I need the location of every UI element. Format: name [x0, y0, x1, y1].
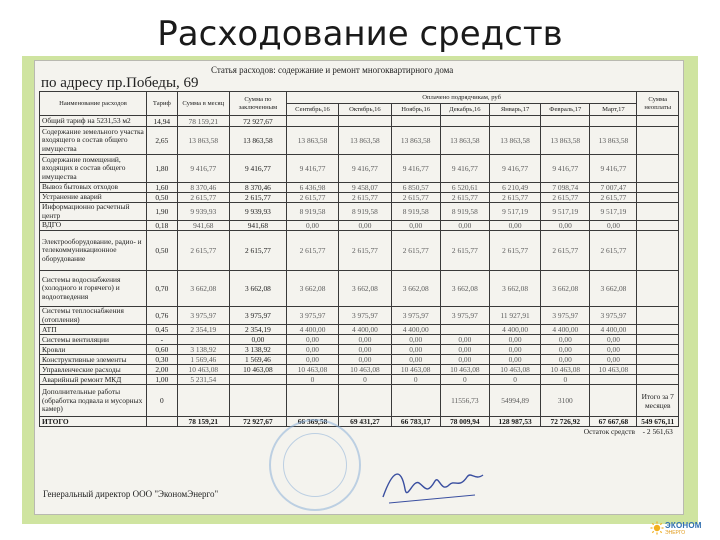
row-tariff-cell: 1,00 — [147, 375, 178, 385]
row-paid-cell: 2 615,77 — [339, 193, 391, 203]
row-name-cell: ВДГО — [40, 221, 147, 231]
table-row — [40, 271, 679, 307]
row-paid-cell: 10 463,08 — [541, 365, 590, 375]
header-month: Ноябрь,16 — [391, 104, 440, 116]
row-month-sum-cell: 5 231,54 — [177, 375, 229, 385]
row-paid-cell: 3 975,97 — [286, 307, 338, 325]
company-stamp — [269, 419, 361, 511]
total-label: ИТОГО — [40, 417, 147, 427]
row-paid-cell: 9 517,19 — [590, 203, 637, 221]
row-paid-cell: 8 919,58 — [440, 203, 489, 221]
row-paid-cell: 2 615,77 — [286, 231, 338, 271]
row-paid-cell — [541, 116, 590, 127]
row-tariff-cell: 2,65 — [147, 127, 178, 155]
row-paid-cell: 3 975,97 — [541, 307, 590, 325]
row-name-cell: Системы водоснабжения (холодного и горячего) и водоотведения — [40, 271, 147, 307]
table-row — [40, 155, 679, 183]
row-paid-cell: 3100 — [541, 385, 590, 417]
row-paid-cell — [391, 116, 440, 127]
row-unpaid-cell — [637, 183, 679, 193]
row-paid-cell: 9 416,77 — [440, 155, 489, 183]
row-contract-cell: 3 975,97 — [230, 307, 287, 325]
row-month-sum-cell — [177, 385, 229, 417]
row-paid-cell: 4 400,00 — [286, 325, 338, 335]
row-paid-cell: 10 463,08 — [339, 365, 391, 375]
row-name-cell: Дополнительные работы (обработка подвала и мусорных камер) — [40, 385, 147, 417]
total-tariff-cell — [147, 417, 178, 427]
total-paid-cell: 78 009,94 — [440, 417, 489, 427]
row-paid-cell: 10 463,08 — [489, 365, 540, 375]
row-month-sum-cell: 3 662,08 — [177, 271, 229, 307]
row-paid-cell: 0 — [541, 375, 590, 385]
row-paid-cell: 4 400,00 — [489, 325, 540, 335]
table-row — [40, 116, 679, 127]
row-month-sum-cell: 3 138,92 — [177, 345, 229, 355]
row-paid-cell: 0,00 — [286, 345, 338, 355]
row-paid-cell — [440, 116, 489, 127]
total-paid-cell: 72 726,92 — [541, 417, 590, 427]
row-paid-cell: 0,00 — [590, 345, 637, 355]
table-row — [40, 355, 679, 365]
row-paid-cell: 0,00 — [489, 221, 540, 231]
row-contract-cell: 9 416,77 — [230, 155, 287, 183]
row-contract-cell: 2 615,77 — [230, 231, 287, 271]
row-paid-cell: 3 975,97 — [339, 307, 391, 325]
row-tariff-cell: 0,50 — [147, 193, 178, 203]
row-paid-cell: 6 850,57 — [391, 183, 440, 193]
row-contract-cell: 72 927,67 — [230, 116, 287, 127]
row-paid-cell: 0,00 — [440, 345, 489, 355]
row-tariff-cell: 0,45 — [147, 325, 178, 335]
total-contract-sum: 72 927,67 — [230, 417, 287, 427]
row-paid-cell: 0,00 — [590, 335, 637, 345]
row-tariff-cell: 1,60 — [147, 183, 178, 193]
row-paid-cell: 2 615,77 — [489, 193, 540, 203]
row-paid-cell: 2 615,77 — [440, 193, 489, 203]
row-unpaid-cell — [637, 375, 679, 385]
row-unpaid-cell — [637, 231, 679, 271]
row-name-cell: Аварийный ремонт МКД — [40, 375, 147, 385]
company-logo: ЭКОНОМ ЭНЕРГО — [650, 520, 716, 538]
row-paid-cell: 13 863,58 — [541, 127, 590, 155]
table-row — [40, 183, 679, 193]
row-paid-cell: 10 463,08 — [286, 365, 338, 375]
row-paid-cell: 3 662,08 — [489, 271, 540, 307]
row-paid-cell: 9 416,77 — [590, 155, 637, 183]
row-paid-cell: 3 975,97 — [590, 307, 637, 325]
row-paid-cell: 2 615,77 — [391, 193, 440, 203]
row-paid-cell: 54994,89 — [489, 385, 540, 417]
header-sum-contracted: Сумма по заключенным — [230, 92, 287, 116]
row-paid-cell: 0,00 — [286, 221, 338, 231]
table-row — [40, 203, 679, 221]
row-contract-cell: 13 863,58 — [230, 127, 287, 155]
row-contract-cell: 2 615,77 — [230, 193, 287, 203]
header-month: Сентябрь,16 — [286, 104, 338, 116]
row-unpaid-cell — [637, 345, 679, 355]
row-paid-cell: 0 — [391, 375, 440, 385]
remainder-value: - 2 561,63 — [642, 427, 673, 437]
row-paid-cell: 13 863,58 — [440, 127, 489, 155]
total-paid-cell: 66 783,17 — [391, 417, 440, 427]
row-contract-cell: 0,00 — [230, 335, 287, 345]
row-month-sum-cell — [177, 335, 229, 345]
row-unpaid-cell — [637, 335, 679, 345]
director-signature — [379, 459, 489, 509]
header-month: Декабрь,16 — [440, 104, 489, 116]
table-row — [40, 307, 679, 325]
row-contract-cell: 1 569,46 — [230, 355, 287, 365]
row-tariff-cell: 0,18 — [147, 221, 178, 231]
row-unpaid-cell — [637, 193, 679, 203]
row-paid-cell: 0,00 — [541, 221, 590, 231]
scanned-document — [34, 60, 684, 515]
row-month-sum-cell: 3 975,97 — [177, 307, 229, 325]
row-paid-cell: 0 — [286, 375, 338, 385]
row-paid-cell: 13 863,58 — [339, 127, 391, 155]
header-unpaid: Сумма неоплаты — [637, 92, 679, 116]
table-row — [40, 325, 679, 335]
table-row — [40, 335, 679, 345]
row-paid-cell — [590, 375, 637, 385]
document-subtitle: Статья расходов: содержание и ремонт многоквартирного дома — [211, 65, 454, 75]
row-paid-cell: 13 863,58 — [489, 127, 540, 155]
row-paid-cell: 9 416,77 — [489, 155, 540, 183]
table-row — [40, 193, 679, 203]
row-paid-cell — [339, 116, 391, 127]
row-paid-cell: 4 400,00 — [339, 325, 391, 335]
expense-table — [39, 91, 679, 436]
total-unpaid-sum: 549 676,11 — [637, 417, 679, 427]
slide-title: Расходование средств — [157, 14, 563, 54]
row-paid-cell: 11556,73 — [440, 385, 489, 417]
row-paid-cell: 2 615,77 — [391, 231, 440, 271]
row-paid-cell: 8 919,58 — [339, 203, 391, 221]
row-contract-cell: 9 939,93 — [230, 203, 287, 221]
row-paid-cell: 3 662,08 — [339, 271, 391, 307]
row-paid-cell: 3 662,08 — [391, 271, 440, 307]
row-paid-cell: 9 416,77 — [541, 155, 590, 183]
row-paid-cell: 0,00 — [590, 221, 637, 231]
row-contract-cell: 941,68 — [230, 221, 287, 231]
row-paid-cell: 0,00 — [339, 345, 391, 355]
row-paid-cell: 3 975,97 — [391, 307, 440, 325]
table-row — [40, 127, 679, 155]
row-paid-cell — [489, 116, 540, 127]
row-paid-cell: 10 463,08 — [440, 365, 489, 375]
table-row — [40, 231, 679, 271]
row-tariff-cell: 0,76 — [147, 307, 178, 325]
row-paid-cell: 9 517,19 — [541, 203, 590, 221]
director-line: Генеральный директор ООО "ЭкономЭнерго" — [43, 489, 219, 499]
row-paid-cell: 9 416,77 — [339, 155, 391, 183]
row-name-cell: Системы вентиляции — [40, 335, 147, 345]
row-unpaid-cell — [637, 355, 679, 365]
row-paid-cell — [590, 116, 637, 127]
row-tariff-cell: 2,00 — [147, 365, 178, 375]
row-unpaid-cell — [637, 203, 679, 221]
row-paid-cell: 3 975,97 — [440, 307, 489, 325]
row-paid-cell: 0 — [489, 375, 540, 385]
row-paid-cell — [590, 385, 637, 417]
row-name-cell: Электрооборудование, радио- и телекоммуникационное оборудование — [40, 231, 147, 271]
row-paid-cell: 0,00 — [489, 335, 540, 345]
row-paid-cell: 0,00 — [541, 345, 590, 355]
remainder-label: Остаток средств — [583, 427, 635, 437]
row-paid-cell: 6 210,49 — [489, 183, 540, 193]
row-month-sum-cell: 9 939,93 — [177, 203, 229, 221]
row-name-cell: Содержание земельного участка входящего в состав общего имущества — [40, 127, 147, 155]
row-month-sum-cell: 78 159,21 — [177, 116, 229, 127]
row-paid-cell: 2 615,77 — [339, 231, 391, 271]
row-paid-cell — [286, 116, 338, 127]
row-paid-cell: 0,00 — [440, 221, 489, 231]
row-paid-cell — [339, 385, 391, 417]
row-unpaid-cell — [637, 307, 679, 325]
row-month-sum-cell: 9 416,77 — [177, 155, 229, 183]
row-month-sum-cell: 2 615,77 — [177, 193, 229, 203]
header-month: Январь,17 — [489, 104, 540, 116]
row-paid-cell: 3 662,08 — [541, 271, 590, 307]
row-tariff-cell: 0,30 — [147, 355, 178, 365]
row-paid-cell: 2 615,77 — [541, 193, 590, 203]
row-contract-cell: 8 370,46 — [230, 183, 287, 193]
row-paid-cell: 13 863,58 — [391, 127, 440, 155]
row-name-cell: Общий тариф на 5231,53 м2 — [40, 116, 147, 127]
row-paid-cell: 2 615,77 — [440, 231, 489, 271]
row-paid-cell: 0,00 — [541, 335, 590, 345]
row-paid-cell: 4 400,00 — [590, 325, 637, 335]
total-row — [40, 417, 679, 427]
row-paid-cell: 2 615,77 — [541, 231, 590, 271]
row-paid-cell: 3 662,08 — [440, 271, 489, 307]
header-paid: Оплачено подрядчикам, руб — [286, 92, 637, 104]
row-tariff-cell: 14,94 — [147, 116, 178, 127]
row-paid-cell: 2 615,77 — [489, 231, 540, 271]
row-paid-cell: 2 615,77 — [590, 231, 637, 271]
row-unpaid-cell — [637, 116, 679, 127]
header-month: Октябрь,16 — [339, 104, 391, 116]
row-contract-cell — [230, 375, 287, 385]
row-contract-cell: 10 463,08 — [230, 365, 287, 375]
row-contract-cell — [230, 385, 287, 417]
row-paid-cell: 13 863,58 — [286, 127, 338, 155]
row-month-sum-cell: 1 569,46 — [177, 355, 229, 365]
row-paid-cell: 10 463,08 — [590, 365, 637, 375]
row-unpaid-cell — [637, 155, 679, 183]
row-paid-cell: 0,00 — [391, 221, 440, 231]
header-tariff: Тариф — [147, 92, 178, 116]
row-tariff-cell: 1,80 — [147, 155, 178, 183]
row-name-cell: Управленческие расходы — [40, 365, 147, 375]
row-name-cell: Информационно расчетный центр — [40, 203, 147, 221]
row-paid-cell: 9 458,07 — [339, 183, 391, 193]
row-paid-cell: 0,00 — [339, 335, 391, 345]
row-paid-cell: 3 662,08 — [590, 271, 637, 307]
row-paid-cell: 6 436,98 — [286, 183, 338, 193]
row-paid-cell: 9 416,77 — [286, 155, 338, 183]
row-paid-cell: 4 400,00 — [391, 325, 440, 335]
row-paid-cell: 4 400,00 — [541, 325, 590, 335]
row-paid-cell: 0,00 — [286, 355, 338, 365]
row-paid-cell — [286, 385, 338, 417]
total-paid-cell: 66 369,58 — [286, 417, 338, 427]
table-row — [40, 221, 679, 231]
row-paid-cell: 0,00 — [440, 335, 489, 345]
row-paid-cell: 0,00 — [541, 355, 590, 365]
row-month-sum-cell: 941,68 — [177, 221, 229, 231]
row-paid-cell: 8 919,58 — [391, 203, 440, 221]
row-name-cell: Устранение аварий — [40, 193, 147, 203]
row-paid-cell: 2 615,77 — [590, 193, 637, 203]
total-paid-cell: 69 431,27 — [339, 417, 391, 427]
table-row — [40, 375, 679, 385]
table-row — [40, 365, 679, 375]
row-paid-cell: 9 416,77 — [391, 155, 440, 183]
row-month-sum-cell: 2 354,19 — [177, 325, 229, 335]
row-tariff-cell: 0,70 — [147, 271, 178, 307]
row-paid-cell: 13 863,58 — [590, 127, 637, 155]
row-paid-cell: 0 — [339, 375, 391, 385]
row-paid-cell: 10 463,08 — [391, 365, 440, 375]
row-unpaid-cell — [637, 127, 679, 155]
row-paid-cell: 0,00 — [489, 345, 540, 355]
total-month-sum: 78 159,21 — [177, 417, 229, 427]
row-paid-cell: 0,00 — [391, 345, 440, 355]
row-paid-cell: 7 007,47 — [590, 183, 637, 193]
row-name-cell: Конструктивные элементы — [40, 355, 147, 365]
row-tariff-cell: 0,60 — [147, 345, 178, 355]
row-unpaid-cell — [637, 221, 679, 231]
row-paid-cell — [391, 385, 440, 417]
sun-logo-icon — [650, 521, 664, 535]
row-paid-cell: 0,00 — [489, 355, 540, 365]
document-address: по адресу пр.Победы, 69 — [41, 75, 199, 91]
row-month-sum-cell: 13 863,58 — [177, 127, 229, 155]
row-paid-cell: 9 517,19 — [489, 203, 540, 221]
row-name-cell: Системы теплоснабжения (отопления) — [40, 307, 147, 325]
row-month-sum-cell: 10 463,08 — [177, 365, 229, 375]
row-unpaid-cell — [637, 325, 679, 335]
row-tariff-cell: - — [147, 335, 178, 345]
row-contract-cell: 3 138,92 — [230, 345, 287, 355]
table-row — [40, 345, 679, 355]
row-tariff-cell: 0 — [147, 385, 178, 417]
row-name-cell: Вывоз бытовых отходов — [40, 183, 147, 193]
total-paid-cell: 67 667,68 — [590, 417, 637, 427]
remainder-row — [40, 427, 679, 437]
header-sum-month: Сумма в месяц — [177, 92, 229, 116]
row-paid-cell: 7 098,74 — [541, 183, 590, 193]
row-unpaid-cell — [637, 271, 679, 307]
row-tariff-cell: 1,90 — [147, 203, 178, 221]
row-unpaid-cell: Итого за 7 месяцев — [637, 385, 679, 417]
row-month-sum-cell: 8 370,46 — [177, 183, 229, 193]
row-paid-cell: 0,00 — [339, 221, 391, 231]
row-name-cell: Кровли — [40, 345, 147, 355]
row-paid-cell: 0,00 — [590, 355, 637, 365]
row-paid-cell: 8 919,58 — [286, 203, 338, 221]
row-paid-cell: 0,00 — [339, 355, 391, 365]
row-paid-cell: 2 615,77 — [286, 193, 338, 203]
row-contract-cell: 2 354,19 — [230, 325, 287, 335]
row-contract-cell: 3 662,08 — [230, 271, 287, 307]
table-header-row — [40, 92, 679, 104]
row-name-cell: Содержание помещений, входящих в состав общего имущества — [40, 155, 147, 183]
total-paid-cell: 128 987,53 — [489, 417, 540, 427]
row-name-cell: АТП — [40, 325, 147, 335]
row-paid-cell: 0,00 — [391, 355, 440, 365]
table-row — [40, 385, 679, 417]
row-unpaid-cell — [637, 365, 679, 375]
row-paid-cell: 0 — [440, 375, 489, 385]
header-name: Наименование расходов — [40, 92, 147, 116]
row-paid-cell: 0,00 — [391, 335, 440, 345]
row-paid-cell — [440, 325, 489, 335]
row-paid-cell: 0,00 — [440, 355, 489, 365]
header-month: Февраль,17 — [541, 104, 590, 116]
row-paid-cell: 3 662,08 — [286, 271, 338, 307]
row-paid-cell: 11 927,91 — [489, 307, 540, 325]
row-paid-cell: 6 520,61 — [440, 183, 489, 193]
header-month: Март,17 — [590, 104, 637, 116]
row-paid-cell: 0,00 — [286, 335, 338, 345]
row-month-sum-cell: 2 615,77 — [177, 231, 229, 271]
row-tariff-cell: 0,50 — [147, 231, 178, 271]
